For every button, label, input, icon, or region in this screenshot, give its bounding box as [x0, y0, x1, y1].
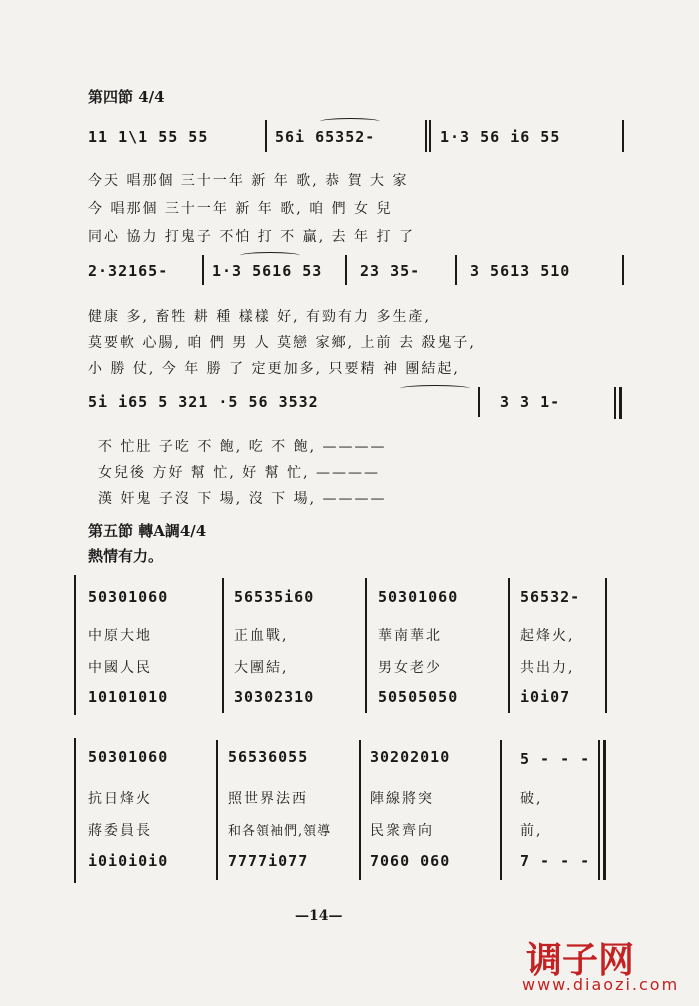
lyric-line: 同心 協力 打鬼子 不怕 打 不 贏, 去 年 打 了 [88, 229, 415, 245]
lyric-cell: 和各領袖們,領導 [228, 824, 332, 839]
notation-row2-m2: 1·3 5616 53 [212, 262, 323, 280]
lyric-cell: 照世界法西 [228, 791, 308, 807]
slur [400, 385, 470, 392]
lyric-line: 今天 唱那個 三十一年 新 年 歌, 恭 賀 大 家 [88, 173, 409, 189]
final-barline [603, 740, 606, 880]
lower-voice: 50505050 [378, 688, 459, 706]
lower-voice: 7060 060 [370, 852, 451, 870]
lower-voice: i0i0i0i0 [88, 852, 169, 870]
barline [425, 120, 427, 152]
barline [359, 740, 361, 880]
upper-voice: 50301060 [88, 748, 169, 766]
lyric-cell: 中國人民 [88, 660, 152, 676]
section4-heading: 第四節 4/4 [88, 88, 165, 106]
upper-voice: 30202010 [370, 748, 451, 766]
page-number: —14— [295, 908, 343, 924]
lyric-line: 不 忙肚 子吃 不 飽, 吃 不 飽, ———— [98, 439, 387, 455]
notation-row1-m1: 11 1\1 55 55 [88, 128, 209, 146]
lyric-cell: 中原大地 [88, 628, 152, 644]
lyric-cell: 大團結, [234, 660, 289, 676]
lyric-cell: 共出力, [520, 660, 575, 676]
lower-voice: 7777i077 [228, 852, 309, 870]
barline [222, 578, 224, 713]
final-barline [619, 387, 622, 419]
upper-voice: 5 - - - [520, 750, 591, 768]
notation-row1-m2: 56i 65352- [275, 128, 376, 146]
upper-voice: 50301060 [378, 588, 459, 606]
notation-row3-m2: 3 3 1- [500, 393, 561, 411]
lyric-cell: 破, [520, 791, 543, 807]
upper-voice: 56535i60 [234, 588, 315, 606]
upper-voice: 50301060 [88, 588, 169, 606]
notation-row2-m1: 2·32165- [88, 262, 169, 280]
barline [429, 120, 431, 152]
final-barline [614, 387, 616, 419]
lyric-cell: 前, [520, 823, 543, 839]
slur [320, 118, 380, 125]
watermark-url: www.diaozi.com [522, 975, 680, 994]
lower-voice: 30302310 [234, 688, 315, 706]
notation-row3-m1: 5i i65 5 321 ·5 56 3532 [88, 393, 319, 411]
notation-row2-m3: 23 35- [360, 262, 421, 280]
slur [240, 252, 300, 259]
lyric-cell: 男女老少 [378, 660, 442, 676]
lyric-cell: 民衆齊向 [370, 823, 434, 839]
lyric-line: 莫要軟 心腸, 咱 們 男 人 莫戀 家鄉, 上前 去 殺鬼子, [88, 335, 476, 351]
barline [622, 255, 624, 285]
lyric-cell: 蔣委員長 [88, 823, 152, 839]
section5-heading: 第五節 轉A調4/4 [88, 522, 207, 540]
lyric-cell: 起烽火, [520, 628, 575, 644]
lyric-line: 小 勝 仗, 今 年 勝 了 定更加多, 只要精 神 團結起, [88, 361, 460, 377]
barline [202, 255, 204, 285]
lower-voice: 7 - - - [520, 852, 591, 870]
lyric-line: 健康 多, 畜牲 耕 種 樣樣 好, 有勁有力 多生產, [88, 309, 431, 325]
lyric-cell: 華南華北 [378, 628, 442, 644]
barline [365, 578, 367, 713]
upper-voice: 56536055 [228, 748, 309, 766]
barline [478, 387, 480, 417]
final-barline [598, 740, 600, 880]
barline [622, 120, 624, 152]
lyric-line: 漢 奸鬼 子沒 下 場, 沒 下 場, ———— [98, 491, 387, 507]
upper-voice: 56532- [520, 588, 581, 606]
lower-voice: 10101010 [88, 688, 169, 706]
lyric-cell: 正血戰, [234, 628, 289, 644]
barline [508, 578, 510, 713]
lyric-line: 今 唱那個 三十一年 新 年 歌, 咱 們 女 兒 [88, 201, 393, 217]
watermark-logo: 调子网 [526, 940, 635, 981]
lyric-cell: 陣線將突 [370, 791, 434, 807]
tempo-marking: 熱情有力。 [88, 547, 164, 565]
barline [216, 740, 218, 880]
barline [605, 578, 607, 713]
brace-line [74, 738, 76, 883]
barline [500, 740, 502, 880]
barline [345, 255, 347, 285]
notation-row1-m3: 1·3 56 i6 55 [440, 128, 561, 146]
lower-voice: i0i07 [520, 688, 571, 706]
barline [265, 120, 267, 152]
lyric-cell: 抗日烽火 [88, 791, 152, 807]
notation-row2-m4: 3 5613 510 [470, 262, 571, 280]
lyric-line: 女兒後 方好 幫 忙, 好 幫 忙, ———— [98, 465, 381, 481]
brace-line [74, 575, 76, 715]
barline [455, 255, 457, 285]
